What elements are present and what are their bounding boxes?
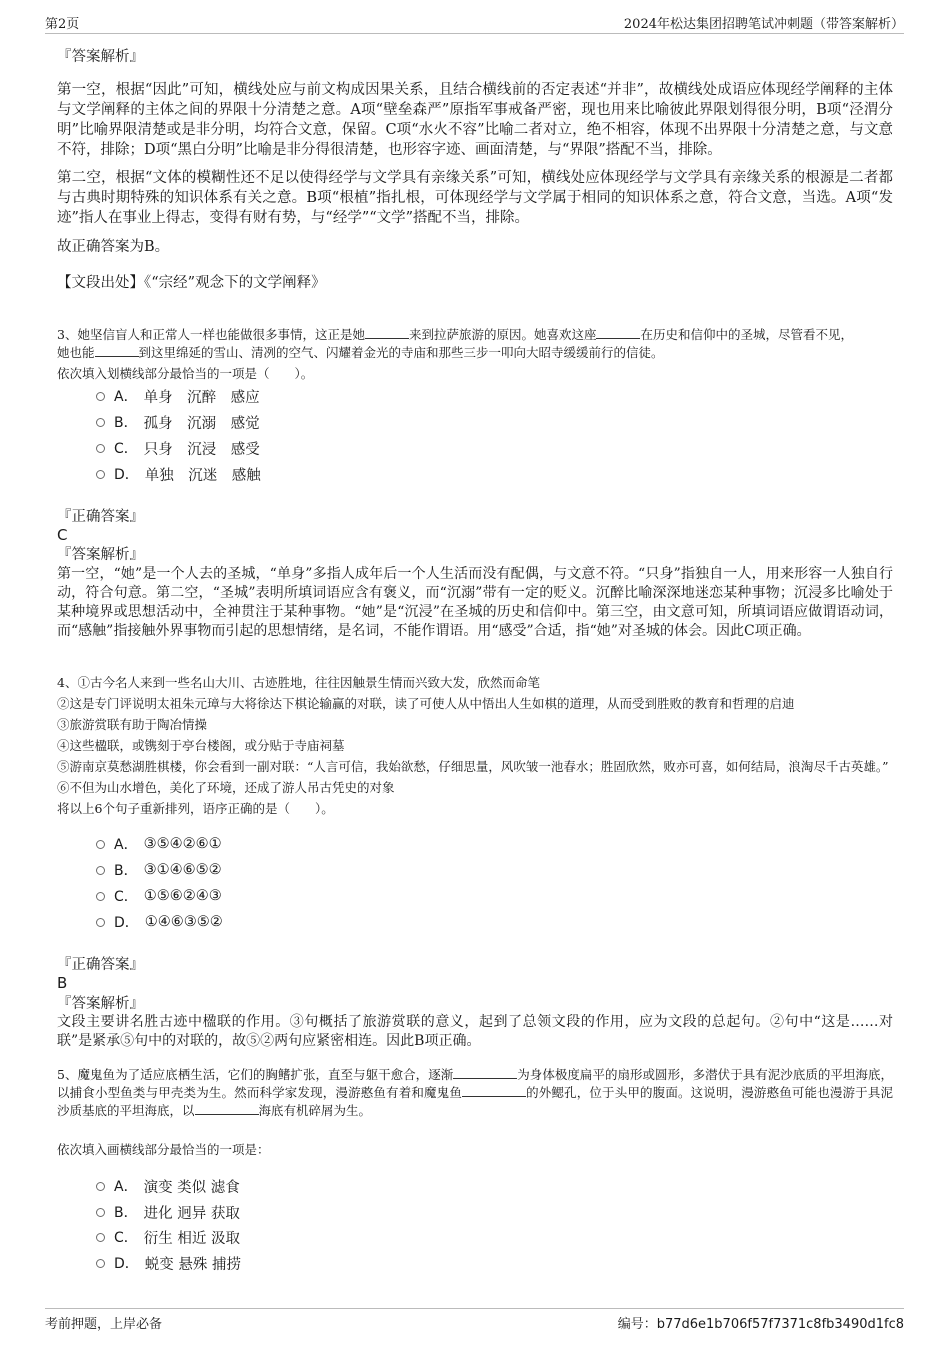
q3-analysis: 第一空，“她”是一个人去的圣城，“单身”多指人成年后一个人生活而没有配偶，与文意不符。“只身”指独自一人，用来形容一人独自行动，符合句意。第二空，“圣城”表明所填词语应含有褒义，而“沉溺”带有一定的贬义。沉醉比喻深深地迷恋某种事物；沉浸多比喻处于某种境界或思想活动中，全神贯注于某种事物。“她”是“沉浸”在圣城的历史和信仰中。第三空，由文意可知，所填词语应做谓语动词，而“感触”指接触外界事物而引起的思想情绪，是名词，不能作谓语。用“感受”合适，指“她”对圣城的体会。因此C项正确。	[57, 566, 893, 639]
radio-icon[interactable]	[96, 1233, 105, 1242]
q5-option-b[interactable]: B． 进化 迥异 获取	[96, 1201, 240, 1223]
q3-option-b[interactable]: B． 孤身 沉溺 感觉	[96, 411, 260, 433]
q4-correct-answer: B	[57, 974, 68, 992]
document-id: 编号：b77d6e1b706f57f7371c8fb3490d1fc8	[617, 1317, 904, 1332]
radio-icon[interactable]	[96, 918, 105, 927]
q5-blank-2[interactable]	[462, 1084, 526, 1097]
q5-option-a[interactable]: A． 演变 类似 滤食	[96, 1175, 240, 1197]
q4-analysis-label: 『答案解析』	[57, 996, 144, 1012]
q5-blank-1[interactable]	[453, 1066, 517, 1079]
q5-option-d[interactable]: D． 蜕变 悬殊 捕捞	[96, 1252, 241, 1274]
q2-analysis-label: 『答案解析』	[57, 49, 144, 65]
footer-slogan: 考前押题，上岸必备	[45, 1317, 163, 1332]
q4-analysis: 文段主要讲名胜古迹中楹联的作用。③句概括了旅游赏联的意义，起到了总领文段的作用，应为文段的总起句。②句中“这是……对联”是紧承⑤句中的对联的，故⑤②两句应紧密相连。因此B项正确。	[57, 1014, 893, 1049]
radio-icon[interactable]	[96, 470, 105, 479]
header-divider	[45, 33, 904, 34]
q3-stem: 3、她坚信盲人和正常人一样也能做很多事情，这正是她 来到拉萨旅游的原因。她喜欢这座 在历史和信仰中的圣城，尽管看不见， 她也能 到这里绵延的雪山、清冽的空气、闪耀着金光的寺庙和那些三步一叩向大昭寺缓缓前行的信徒。	[57, 327, 853, 360]
radio-icon[interactable]	[96, 418, 105, 427]
q2-conclusion: 故正确答案为B。	[57, 239, 170, 255]
radio-icon[interactable]	[96, 866, 105, 875]
page-number: 第2页	[45, 17, 80, 32]
q2-analysis-para1: 第一空，根据“因此”可知，横线处应与前文构成因果关系，且结合横线前的否定表述“并非”，故横线处成语应体现经学阐释的主体与文学阐释的主体之间的界限十分清楚之意。A项“壁垒森严”原指军事戒备严密，现也用来比喻彼此界限划得很分明，B项“泾渭分明”比喻界限清楚或是非分明，均符合文意，保留。C项“水火不容”比喻二者对立，绝不相容，体现不出界限十分清楚之意，与文意不符，排除；D项“黑白分明”比喻是非分得很清楚，也形容字迹、画面清楚，与“界限”搭配不当，排除。	[57, 82, 893, 158]
q3-blank-3[interactable]	[95, 344, 139, 357]
radio-icon[interactable]	[96, 1208, 105, 1217]
q2-source: 【文段出处】《“宗经”观念下的文学阐释》	[57, 275, 326, 291]
q5-option-c[interactable]: C． 衍生 相近 汲取	[96, 1226, 240, 1248]
radio-icon[interactable]	[96, 444, 105, 453]
q4-option-b[interactable]: B． ③①④⑥⑤②	[96, 859, 222, 881]
q3-correct-label: 『正确答案』	[57, 509, 144, 525]
document-title: 2024年松达集团招聘笔试冲刺题（带答案解析）	[623, 17, 904, 32]
q3-prompt: 依次填入划横线部分最恰当的一项是（ ）。	[57, 366, 314, 381]
q4-option-c[interactable]: C． ①⑤⑥②④③	[96, 885, 222, 907]
q3-option-d[interactable]: D． 单独 沉迷 感触	[96, 463, 261, 485]
q4-correct-label: 『正确答案』	[57, 957, 144, 973]
q3-option-a[interactable]: A． 单身 沉醉 感应	[96, 385, 260, 407]
q5-blank-3[interactable]	[195, 1102, 259, 1115]
q4-option-d[interactable]: D． ①④⑥③⑤②	[96, 911, 223, 933]
radio-icon[interactable]	[96, 892, 105, 901]
radio-icon[interactable]	[96, 840, 105, 849]
q5-prompt: 依次填入画横线部分最恰当的一项是：	[57, 1142, 270, 1157]
q3-option-c[interactable]: C． 只身 沉浸 感受	[96, 437, 260, 459]
q3-blank-2[interactable]	[596, 326, 640, 339]
radio-icon[interactable]	[96, 1259, 105, 1268]
q4-option-a[interactable]: A． ③⑤④②⑥①	[96, 833, 222, 855]
footer-divider	[45, 1308, 904, 1309]
radio-icon[interactable]	[96, 1182, 105, 1191]
q5-stem: 5、魔鬼鱼为了适应底栖生活，它们的胸鳍扩张，直至与躯干愈合，逐渐 为身体极度扁平的扇形或圆形，多潜伏于具有泥沙底质的平坦海底，以捕食小型鱼类与甲壳类为生。然而科学家发现，漫游憨鱼有着和魔鬼鱼 的外鳃孔，位于头甲的腹面。这说明，漫游憨鱼可能也漫游于具泥沙质基底的平坦海底，以 海底有机碎屑为生。	[57, 1067, 893, 1118]
q2-analysis-para2: 第二空，根据“文体的模糊性还不足以使得经学与文学具有亲缘关系”可知，横线处应体现经学与文学具有亲缘关系的根源是二者都与古典时期特殊的知识体系有关之意。B项“根植”指扎根，可体现经学与文学属于相同的知识体系之意，符合文意，当选。A项“发迹”指人在事业上得志，变得有财有势，与“经学”“文学”搭配不当，排除。	[57, 170, 893, 226]
radio-icon[interactable]	[96, 392, 105, 401]
q3-blank-1[interactable]	[365, 326, 409, 339]
q4-sentences: 4、①古今名人来到一些名山大川、古迹胜地，往往因触景生情而兴致大发，欣然而命笔 ②这是专门评说明太祖朱元璋与大将徐达下棋论输赢的对联，读了可使人从中悟出人生如棋的道理，从而受到胜败的教育和哲理的启迪 ③旅游赏联有助于陶冶情操 ④这些楹联，或镌刻于亭台楼阁，或分贴于寺庙祠墓 ⑤游南京莫愁湖胜棋楼，你会看到一副对联：“人言可信，我始欲愁，仔细思量，风吹皱一池春水；胜固欣然，败亦可喜，如何结局，浪淘尽千古英雄。” ⑥不但为山水增色，美化了环境，还成了游人吊古凭史的对象 将以上6个句子重新排列，语序正确的是（ ）。	[57, 675, 889, 816]
q3-correct-answer: C	[57, 526, 68, 544]
q3-analysis-label: 『答案解析』	[57, 547, 144, 563]
